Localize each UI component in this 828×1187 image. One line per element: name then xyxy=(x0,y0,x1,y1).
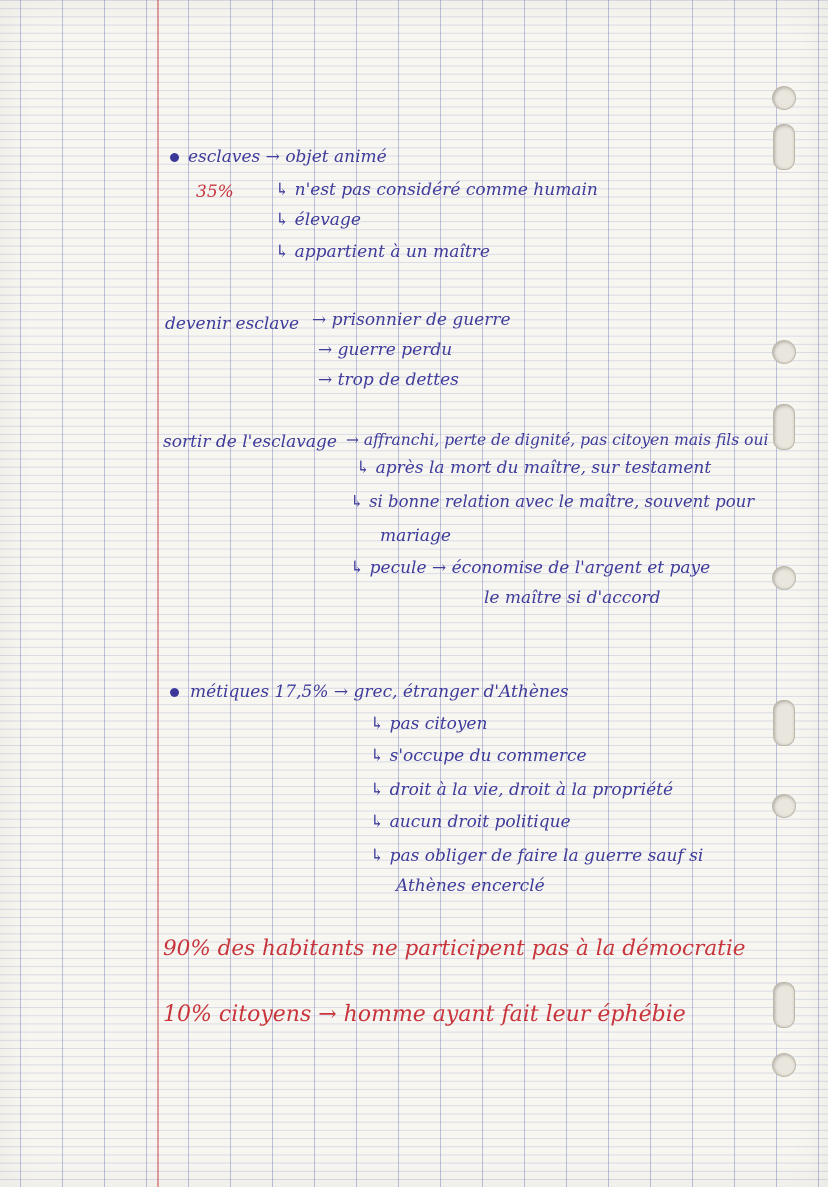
metiques-item: ↳ pas obliger de faire la guerre sauf si xyxy=(370,846,704,866)
devenir-item: → trop de dettes xyxy=(318,370,459,390)
sortir-line: ↳ si bonne relation avec le maître, souvent pour xyxy=(350,492,755,511)
sortir-line: ↳ après la mort du maître, sur testament xyxy=(356,458,712,478)
devenir-item: → prisonnier de guerre xyxy=(312,310,511,330)
esclaves-item: ↳ élevage xyxy=(275,210,361,230)
sortir-line: le maître si d'accord xyxy=(484,588,661,608)
binder-slot xyxy=(773,124,795,170)
binder-hole xyxy=(772,1053,796,1077)
esclaves-item: ↳ appartient à un maître xyxy=(275,242,490,262)
binder-hole xyxy=(772,86,796,110)
devenir-item: → guerre perdu xyxy=(318,340,453,360)
metiques-item: ↳ droit à la vie, droit à la propriété xyxy=(370,780,674,800)
binder-slot xyxy=(773,700,795,746)
conclusion-line: 10% citoyens → homme ayant fait leur éphébie xyxy=(163,1002,686,1027)
sortir-label: sortir de l'esclavage xyxy=(163,432,337,452)
margin-line xyxy=(157,0,159,1187)
esclaves-item: ↳ n'est pas considéré comme humain xyxy=(275,180,598,200)
sortir-line: ↳ pecule → économise de l'argent et paye xyxy=(350,558,711,578)
bullet-point xyxy=(170,688,179,697)
esclaves-title: esclaves → objet animé xyxy=(188,147,387,167)
metiques-item: ↳ s'occupe du commerce xyxy=(370,746,587,766)
metiques-item: ↳ aucun droit politique xyxy=(370,812,571,832)
binder-hole xyxy=(772,794,796,818)
esclaves-percent: 35% xyxy=(196,182,234,202)
metiques-continuation: Athènes encerclé xyxy=(396,876,545,896)
binder-slot xyxy=(773,404,795,450)
binder-hole xyxy=(772,340,796,364)
bullet-point xyxy=(170,153,179,162)
sortir-line: mariage xyxy=(380,526,451,546)
binder-hole xyxy=(772,566,796,590)
metiques-item: ↳ pas citoyen xyxy=(370,714,488,734)
conclusion-line: 90% des habitants ne participent pas à la démocratie xyxy=(163,936,746,961)
metiques-title: métiques 17,5% → grec, étranger d'Athènes xyxy=(190,682,569,702)
devenir-label: devenir esclave xyxy=(165,314,300,334)
binder-slot xyxy=(773,982,795,1028)
sortir-line: → affranchi, perte de dignité, pas citoyen mais fils oui xyxy=(346,431,769,449)
